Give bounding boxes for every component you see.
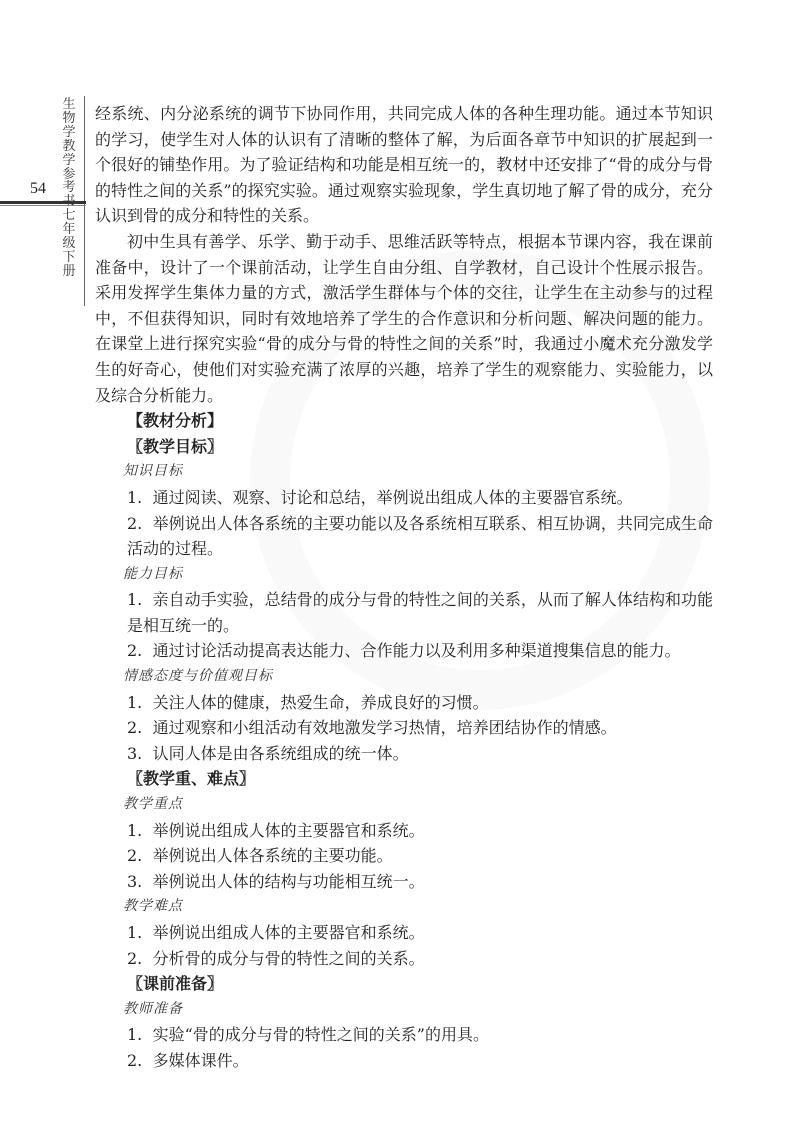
book-title-char: 教 [62,138,76,154]
page-number: 54 [30,180,46,197]
list-text: 多媒体课件。 [152,1050,249,1070]
list-number: 2. [127,513,143,533]
book-title-char: 考 [62,180,76,196]
list-item [95,1048,713,1074]
list-item [95,511,713,562]
book-title-char: 七 [62,208,76,224]
list-text: 实验“骨的成分与骨的特性之间的关系”的用具。 [152,1025,489,1045]
goal-category-label: 情感态度与价值观目标 [123,668,273,685]
list-text: 关注人体的健康，热爱生命，养成良好的习惯。 [152,692,489,712]
goal-category-label: 教师准备 [123,1000,183,1017]
list-text: 举例说出人体的结构与功能相互统一。 [152,871,425,891]
list-number: 1. [127,590,143,610]
list-text: 通过讨论活动提高表达能力、合作能力以及利用多种渠道搜集信息的能力。 [152,641,681,661]
list-item [95,920,713,946]
paragraph: 初中生具有善学、乐学、勤于动手、思维活跃等特点，根据本节课内容，我在课前准备中，设计了一个课前活动，让学生自由分组、自学教材，自己设计个性展示报告。采用发挥学生集体力量的方式，激活学生群体与个体的交往，让学生在主动参与的过程中，不但获得知识，同时有效地培养了学生的合作意识和分析问题、解决问题的能力。在课堂上进行探究实验“骨的成分与骨的特性之间的关系”时，我通过小魔术充分激发学生的好奇心，使他们对实验充满了浓厚的兴趣，培养了学生的观察能力、实验能力，以及综合分析能力。 [95,231,713,405]
subsection-heading: 〖教学重、难点〗 [127,769,256,789]
list-text: 分析骨的成分与骨的特性之间的关系。 [152,948,425,968]
book-title-char: 生 [62,97,76,112]
page-body [95,101,713,1074]
list-number: 2. [127,948,143,968]
page-number-rule [0,201,86,204]
list-item [95,843,713,869]
list-number: 2. [127,718,143,738]
book-title-char: 物 [62,110,76,126]
list-text: 举例说出人体各系统的主要功能。 [152,846,393,866]
goal-category-label: 能力目标 [123,565,183,582]
list-item [95,818,713,844]
list-number: 2. [127,641,143,661]
list-text: 举例说出组成人体的主要器官和系统。 [152,923,425,942]
list-item [95,1022,713,1048]
goal-category-label: 知识目标 [123,463,183,480]
book-title-char: 学 [62,124,76,140]
list-text: 举例说出人体各系统的主要功能以及各系统相互联系、相互协调，共同完成生命活动的过程。 [127,513,713,559]
list-item [95,869,713,895]
goal-category-label: 教学重点 [123,796,183,813]
page-number-rule-thin [0,205,86,206]
list-number: 1. [127,692,143,712]
subsection-heading: 〖教学目标〗 [127,436,224,456]
paragraph-continued: 经系统、内分泌系统的调节下协同作用，共同完成人体的各种生理功能。通过本节知识的学习，使学生对人体的认识有了清晰的整体了解，为后面各章节中知识的扩展起到一个很好的铺垫作用。为了验证结构和功能是相互统一的，教材中还安排了“骨的成分与骨的特性之间的关系”的探究实验。通过观察实验现象，学生真切地了解了骨的成分，充分认识到骨的成分和特性的关系。 [95,104,713,226]
book-title-char: 年 [62,222,76,238]
list-number: 3. [127,743,143,763]
list-text: 通过观察和小组活动有效地激发学习热情，培养团结协作的情感。 [152,718,617,738]
list-item [95,587,713,638]
list-number: 1. [127,487,143,507]
goal-category-label: 教学难点 [123,898,183,915]
list-item [95,715,713,741]
list-number: 1. [127,923,143,942]
list-item [95,946,713,972]
list-text: 举例说出组成人体的主要器官和系统。 [152,820,425,840]
list-number: 1. [127,1025,143,1045]
book-title-char: 参 [62,166,76,182]
book-title-char: 学 [62,152,76,168]
list-number: 1. [127,820,143,840]
list-text: 亲自动手实验，总结骨的成分与骨的特性之间的关系，从而了解人体结构和功能是相互统一的。 [127,590,713,635]
section-heading: 【教材分析】 [127,411,224,431]
list-text: 通过阅读、观察、讨论和总结，举例说出组成人体的主要器官系统。 [152,487,633,507]
book-title-char: 册 [62,263,76,279]
book-title-char: 下 [62,249,76,265]
book-title-vertical [58,98,80,279]
list-number: 2. [127,1050,143,1070]
list-number: 3. [127,871,143,891]
list-item [95,485,713,511]
book-title-char: 级 [62,236,76,252]
list-item [95,690,713,716]
list-item [95,638,713,664]
list-item [95,741,713,767]
subsection-heading: 〖课前准备〗 [127,974,224,994]
list-text: 认同人体是由各系统组成的统一体。 [152,743,409,763]
list-number: 2. [127,846,143,866]
